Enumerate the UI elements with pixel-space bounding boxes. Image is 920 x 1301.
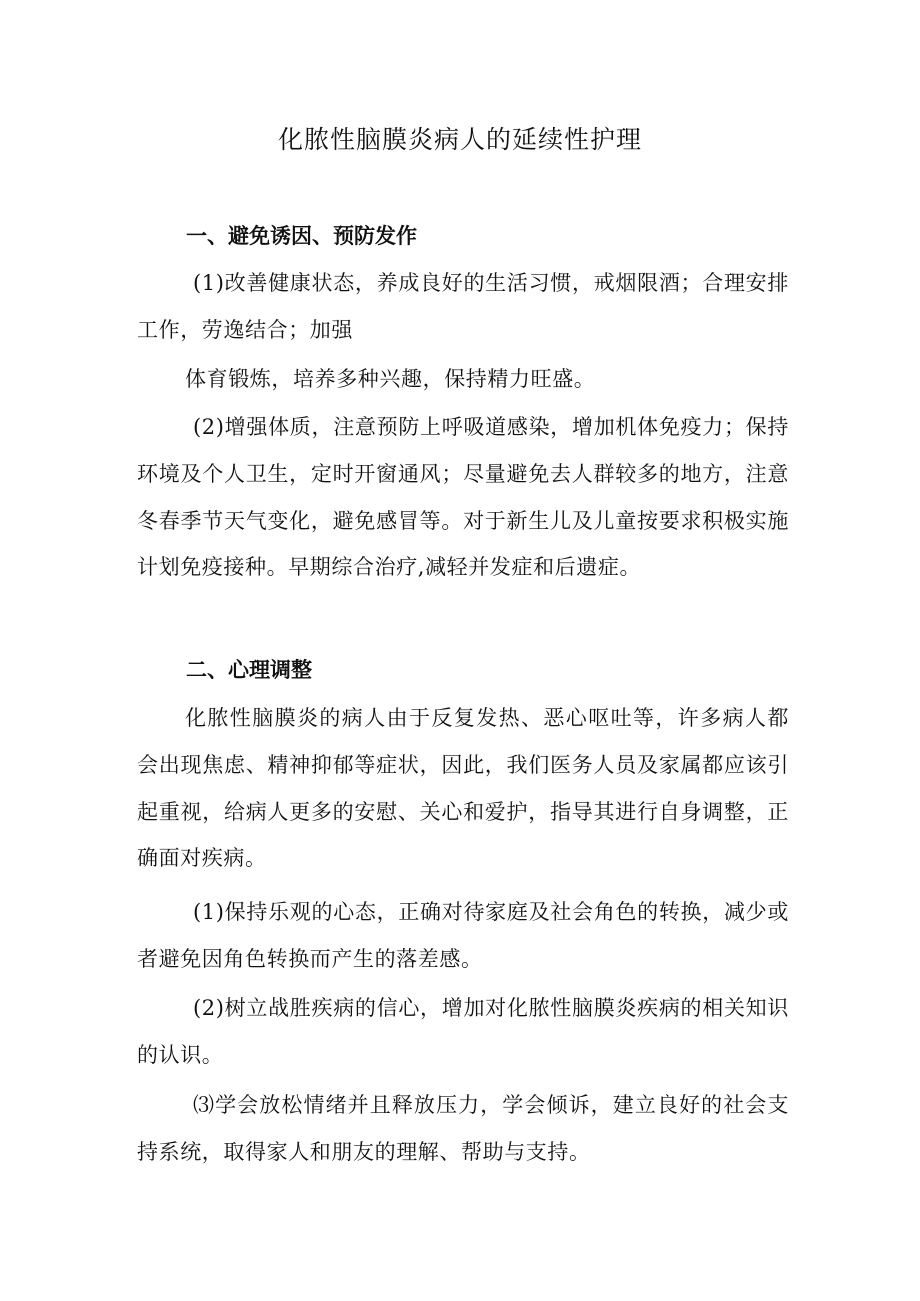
paragraph-2-3: (2)树立战胜疾病的信心，增加对化脓性脑膜炎疾病的相关知识的认识。 <box>137 996 789 1067</box>
paragraph-2-1: 化脓性脑膜炎的病人由于反复发热、恶心呕吐等，许多病人都会出现焦虑、精神抑郁等症状，因此，我们医务人员及家属都应该引起重视，给病人更多的安慰、关心和爱护，指导其进行自身调整，正确面对疾病。 <box>137 706 789 871</box>
paragraph-1-2: 体育锻炼，培养多种兴趣，保持精力旺盛。 <box>185 367 596 391</box>
paragraph-1-1: (1)改善健康状态，养成良好的生活习惯，戒烟限酒；合理安排工作，劳逸结合；加强 <box>137 271 789 342</box>
paragraph-2-2: (1)保持乐观的心态，正确对待家庭及社会角色的转换，减少或者避免因角色转换而产生的落差感。 <box>137 900 789 971</box>
page-title: 化脓性脑膜炎病人的延续性护理 <box>277 125 642 154</box>
paragraph-1-3: (2)增强体质，注意预防上呼吸道感染，增加机体免疫力；保持环境及个人卫生，定时开窗通风；尽量避免去人群较多的地方，注意冬春季节天气变化，避免感冒等。对于新生儿及儿童按要求积极实施计划免疫接种。早期综合治疗,减轻并发症和后遗症。 <box>137 415 789 580</box>
paragraph-2-4: ⑶学会放松情绪并且释放压力，学会倾诉，建立良好的社会支持系统，取得家人和朋友的理解、帮助与支持。 <box>137 1093 789 1164</box>
section-heading-1: 一、避免诱因、预防发作 <box>186 224 417 248</box>
section-heading-2: 二、心理调整 <box>186 658 312 682</box>
